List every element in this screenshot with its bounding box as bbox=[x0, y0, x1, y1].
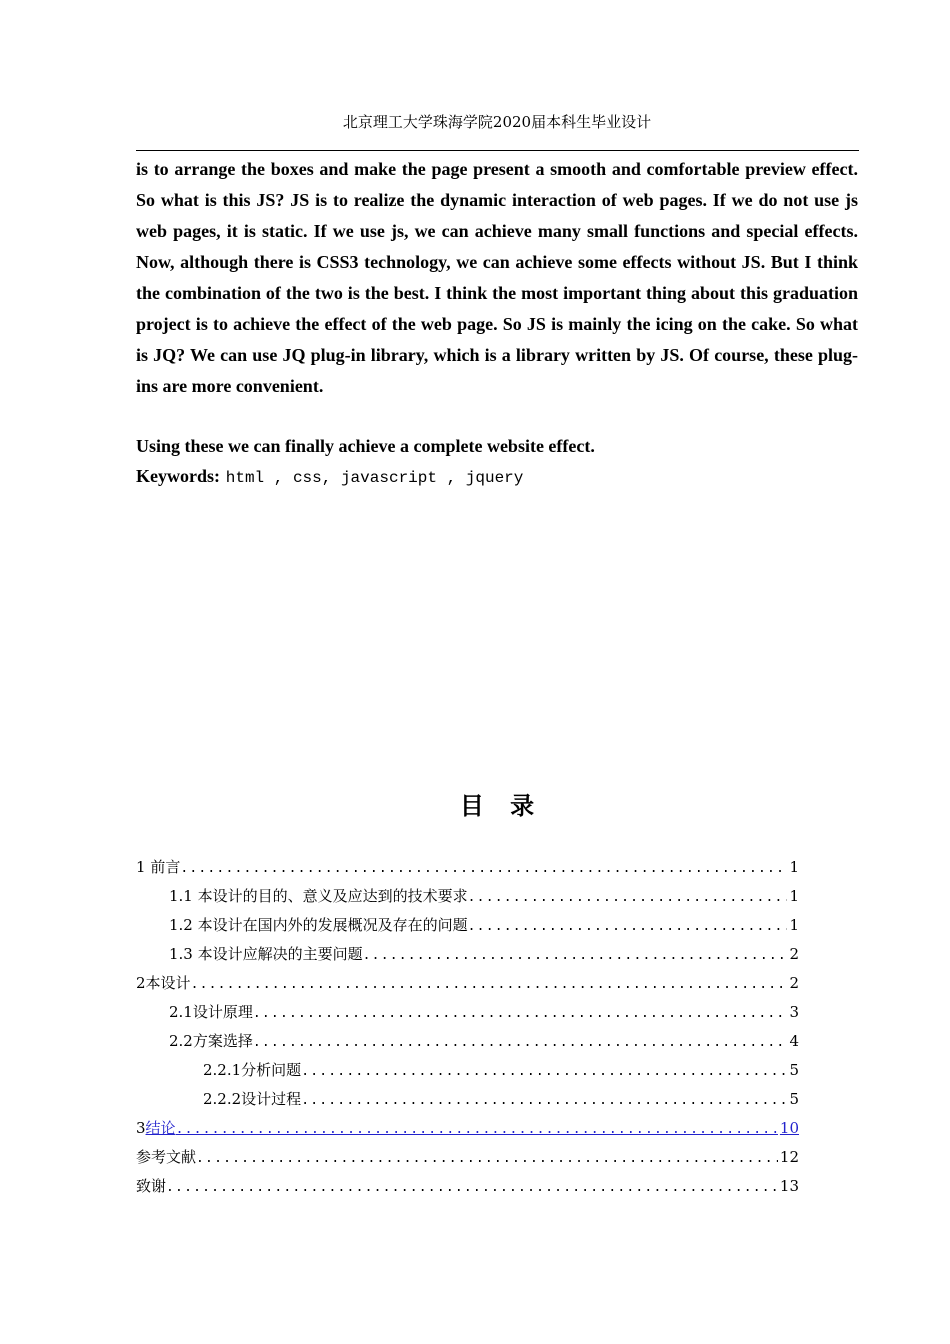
toc-entry-page: 2 bbox=[789, 945, 799, 963]
toc-entry-text: 方案选择 bbox=[192, 1032, 253, 1050]
toc-leader-dots bbox=[180, 854, 787, 882]
toc-entry-2-2[interactable] bbox=[136, 1027, 799, 1056]
table-of-contents bbox=[136, 853, 799, 1201]
toc-entry-1-3[interactable] bbox=[136, 940, 799, 969]
toc-leader-dots bbox=[363, 941, 788, 969]
toc-leader-dots bbox=[166, 1173, 778, 1201]
toc-entry-page: 4 bbox=[789, 1032, 799, 1050]
toc-entry-number: 1.3 bbox=[169, 945, 198, 963]
toc-leader-dots bbox=[176, 1115, 778, 1143]
toc-entry-page: 1 bbox=[789, 858, 799, 876]
toc-entry-2-2-1[interactable] bbox=[136, 1056, 799, 1085]
toc-entry-number: 2.2 bbox=[169, 1032, 193, 1050]
toc-entry-number: 2.2.2 bbox=[203, 1090, 242, 1108]
toc-entry-number: 1.2 bbox=[169, 916, 198, 934]
toc-entry-number: 1 bbox=[136, 858, 151, 876]
toc-entry-number: 2.2.1 bbox=[203, 1061, 242, 1079]
toc-leader-dots bbox=[253, 999, 788, 1027]
toc-entry-number: 2.1 bbox=[169, 1003, 193, 1021]
toc-leader-dots bbox=[253, 1028, 788, 1056]
toc-entry-text: 本设计的目的、意义及应达到的技术要求 bbox=[197, 887, 468, 905]
toc-entry-page: 2 bbox=[789, 974, 799, 992]
toc-entry-text: 分析问题 bbox=[241, 1061, 302, 1079]
toc-entry-preface[interactable] bbox=[136, 853, 799, 882]
toc-entry-text: 致谢 bbox=[136, 1177, 167, 1195]
keywords-value: html , css, javascript , jquery bbox=[225, 469, 524, 487]
toc-entry-text: 本设计应解决的主要问题 bbox=[197, 945, 363, 963]
toc-entry-page: 1 bbox=[789, 887, 799, 905]
toc-entry-page: 12 bbox=[779, 1148, 799, 1166]
header-rule bbox=[136, 150, 859, 151]
toc-entry-page: 13 bbox=[779, 1177, 799, 1195]
toc-entry-1-1[interactable] bbox=[136, 882, 799, 911]
toc-entry-text: 参考文献 bbox=[136, 1148, 197, 1166]
toc-entry-text: 本设计在国内外的发展概况及存在的问题 bbox=[197, 916, 468, 934]
running-header: 北京理工大学珠海学院2020届本科生毕业设计 bbox=[342, 113, 652, 131]
abstract-closing-sentence: Using these we can finally achieve a complete website effect. bbox=[136, 436, 595, 456]
toc-entry-1-2[interactable] bbox=[136, 911, 799, 940]
toc-entry-page: 5 bbox=[789, 1061, 799, 1079]
toc-leader-dots bbox=[468, 883, 788, 911]
toc-entry-text: 前言 bbox=[150, 858, 181, 876]
toc-entry-text: 设计过程 bbox=[241, 1090, 302, 1108]
toc-entry-number: 1.1 bbox=[169, 887, 198, 905]
toc-entry-page: 10 bbox=[779, 1119, 799, 1137]
toc-entry-page: 1 bbox=[789, 916, 799, 934]
toc-entry-references[interactable] bbox=[136, 1143, 799, 1172]
toc-entry-acknowledgements[interactable] bbox=[136, 1172, 799, 1201]
toc-leader-dots bbox=[468, 912, 788, 940]
toc-entry-text[interactable]: 结论 bbox=[145, 1119, 176, 1137]
toc-title bbox=[136, 790, 858, 822]
toc-entry-2-2-2[interactable] bbox=[136, 1085, 799, 1114]
abstract-paragraph: is to arrange the boxes and make the page present a smooth and comfortable preview effect. So what is this JS? JS is to realize the dynamic interaction of web pages. If we do not use js web pages, it is static. If we use js, we can achieve many small functions and special effects. Now, although there is CSS3 technology, we can achieve some effects without JS. But I think the combination of the two is the best. I think the most important thing about this graduation project is to achieve the effect of the web page. So JS is mainly the icing on the cake. So what is JQ? We can use JQ plug-in library, which is a library written by JS. Of course, these plug-ins are more convenient. bbox=[136, 159, 858, 396]
toc-leader-dots bbox=[301, 1086, 787, 1114]
toc-entry-page: 5 bbox=[789, 1090, 799, 1108]
keywords-line bbox=[136, 461, 858, 494]
toc-leader-dots bbox=[191, 970, 788, 998]
toc-entry-2[interactable] bbox=[136, 969, 799, 998]
toc-title-text: 目 录 bbox=[459, 791, 535, 820]
toc-entry-number: 2 bbox=[136, 974, 146, 992]
keywords-label: Keywords: bbox=[136, 466, 220, 486]
toc-leader-dots bbox=[301, 1057, 787, 1085]
toc-entry-2-1[interactable] bbox=[136, 998, 799, 1027]
toc-entry-conclusion-link[interactable] bbox=[136, 1114, 799, 1143]
toc-entry-number: 3 bbox=[136, 1119, 146, 1137]
toc-entry-text: 设计原理 bbox=[192, 1003, 253, 1021]
toc-entry-page: 3 bbox=[789, 1003, 799, 1021]
toc-leader-dots bbox=[196, 1144, 778, 1172]
toc-entry-text: 本设计 bbox=[145, 974, 191, 992]
